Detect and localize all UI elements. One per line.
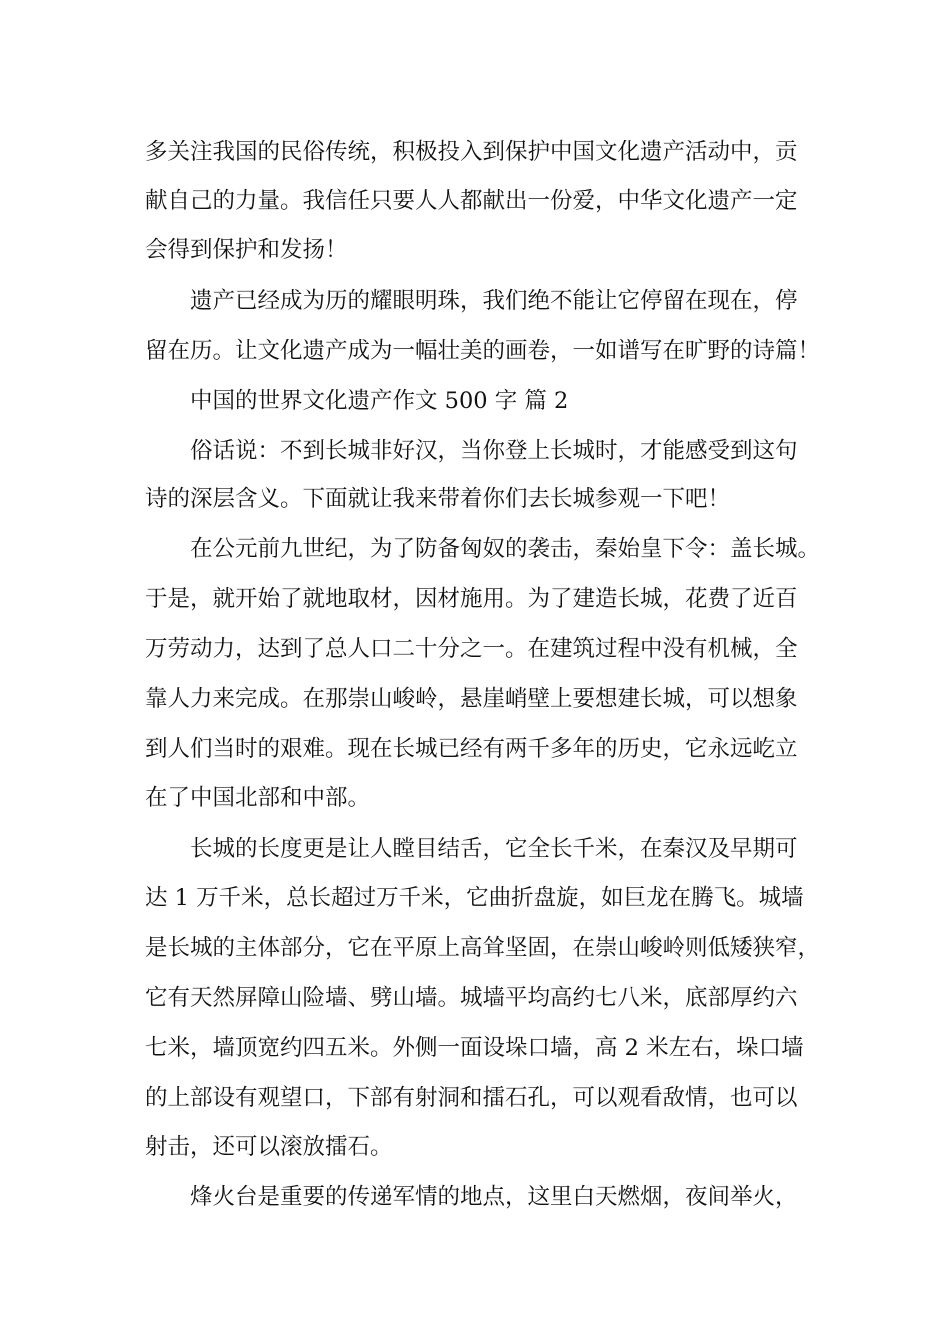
paragraph-line: 射击，还可以滚放擂石。 (145, 1134, 393, 1160)
paragraph-line: 在了中国北部和中部。 (145, 785, 371, 811)
paragraph-line: 诗的深层含义。下面就让我来带着你们去长城参观一下吧！ (145, 486, 731, 512)
paragraph-line: 长城的长度更是让人瞠目结舌，它全长千米，在秦汉及早期可 (190, 836, 798, 862)
paragraph-line: 留在历。让文化遗产成为一幅壮美的画卷，一如谱写在旷野的诗篇！ (145, 338, 821, 364)
paragraph-line: 达 1 万千米，总长超过万千米，它曲折盘旋，如巨龙在腾飞。城墙 (145, 885, 804, 911)
section-heading: 中国的世界文化遗产作文 500 字 篇 2 (190, 388, 569, 414)
paragraph-line: 献自己的力量。我信任只要人人都献出一份爱，中华文化遗产一定 (145, 188, 798, 214)
paragraph-line: 会得到保护和发扬！ (145, 237, 348, 263)
paragraph-line: 在公元前九世纪，为了防备匈奴的袭击，秦始皇下令：盖长城。 (190, 536, 821, 562)
paragraph-line: 的上部设有观望口，下部有射洞和擂石孔，可以观看敌情，也可以 (145, 1085, 798, 1111)
paragraph-line: 到人们当时的艰难。现在长城已经有两千多年的历史，它永远屹立 (145, 736, 798, 762)
paragraph-line: 它有天然屏障山险墙、劈山墙。城墙平均高约七八米，底部厚约六 (145, 985, 798, 1011)
paragraph-line: 烽火台是重要的传递军情的地点，这里白天燃烟，夜间举火， (190, 1184, 798, 1210)
paragraph-line: 多关注我国的民俗传统，积极投入到保护中国文化遗产活动中，贡 (145, 139, 798, 165)
paragraph-line: 是长城的主体部分，它在平原上高耸坚固，在崇山峻岭则低矮狭窄， (145, 935, 821, 961)
paragraph-line: 遗产已经成为历的耀眼明珠，我们绝不能让它停留在现在，停 (190, 288, 798, 314)
paragraph-line: 俗话说：不到长城非好汉，当你登上长城时，才能感受到这句 (190, 438, 798, 464)
paragraph-line: 七米，墙顶宽约四五米。外侧一面设垛口墙，高 2 米左右，垛口墙 (145, 1035, 804, 1061)
paragraph-line: 万劳动力，达到了总人口二十分之一。在建筑过程中没有机械，全 (145, 636, 798, 662)
paragraph-line: 于是，就开始了就地取材，因材施用。为了建造长城，花费了近百 (145, 586, 798, 612)
paragraph-line: 靠人力来完成。在那崇山峻岭，悬崖峭壁上要想建长城，可以想象 (145, 686, 798, 712)
